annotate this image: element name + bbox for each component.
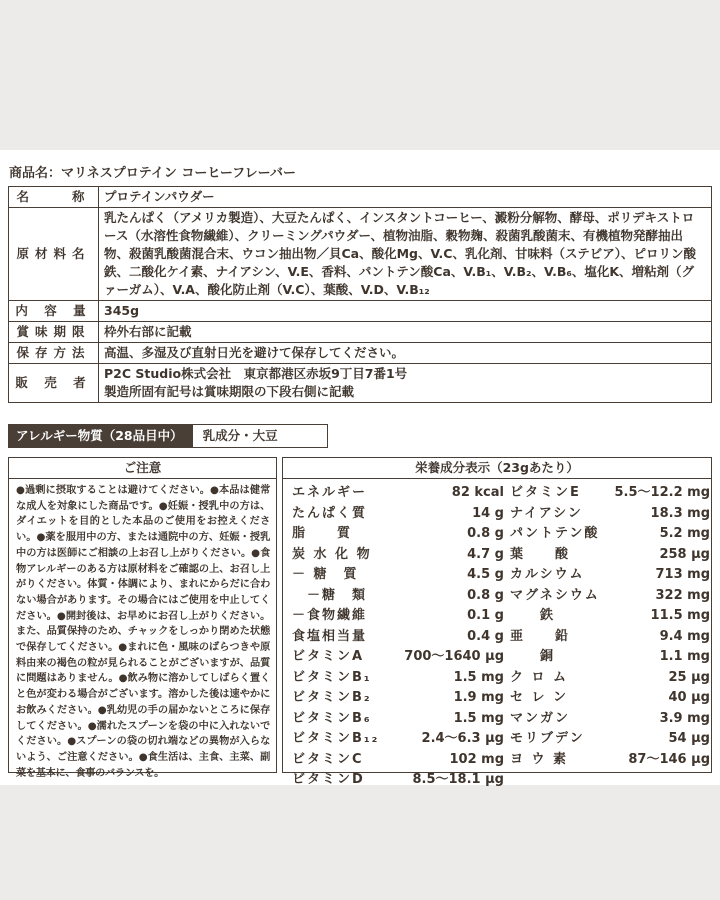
nutrition-row [292,545,504,566]
nutrition-row [292,524,504,545]
nutrition-row [292,729,504,750]
nutrition-row [510,627,710,648]
nutrient-value: 3.9 mg [659,710,710,726]
spec-value: プロテインパウダー [99,187,712,208]
nutrition-columns [283,479,711,791]
nutrient-name: ビタミンB₆ [292,710,372,726]
nutrient-name: ク ロ ム [510,669,569,685]
nutrient-value: 1.5 mg [453,710,504,726]
nutrient-name: たんぱく質 [292,505,368,521]
nutrition-row [510,606,710,627]
nutrient-name: －食物繊維 [292,608,368,623]
spec-row-volume [9,301,712,322]
spec-label: 原材料名 [9,208,99,301]
nutrient-name: －糖 類 [292,587,368,603]
nutrition-row [292,750,504,771]
nutrient-name: マンガン [510,710,571,726]
spec-row-seller [9,364,712,403]
nutrition-row [292,688,504,709]
nutrition-title: 栄養成分表示（23gあたり） [283,458,711,479]
nutrient-value: 82 kcal [451,485,504,500]
nutrition-row [292,606,504,627]
label-sheet [0,150,720,785]
nutrition-row [510,545,710,566]
nutrient-value: 40 μg [668,690,710,705]
nutrition-row [292,565,504,586]
nutrient-value: 5.5～12.2 mg [614,485,710,500]
allergy-items: 乳成分・大豆 [202,428,278,443]
nutrient-value: 1.5 mg [453,669,504,685]
nutrition-row [292,709,504,730]
nutrient-value: 322 mg [655,587,710,603]
nutrient-value: 700～1640 μg [404,649,504,664]
nutrient-value: 102 mg [449,751,504,767]
nutrient-name: ビタミンB₁ [292,669,372,685]
nutrient-name: 銅 [510,649,556,664]
nutrition-row [510,647,710,668]
spec-label: 名 称 [9,187,99,208]
nutrient-name: 葉 酸 [510,546,571,562]
nutrition-row [510,668,710,689]
nutrition-row [292,668,504,689]
spec-table [8,186,712,403]
nutrition-row [510,729,710,750]
spec-row-name [9,187,712,208]
nutrient-name: カルシウム [510,567,585,582]
nutrition-row [510,524,710,545]
nutrient-name: ビタミンB₂ [292,690,372,705]
nutrient-value: 4.7 g [467,546,504,562]
spec-label: 保存方法 [9,343,99,364]
nutrition-row [510,750,710,771]
spec-row-expiry [9,322,712,343]
nutrient-name: セ レ ン [510,690,569,705]
nutrition-row [292,483,504,504]
seller-address: P2C Studio株式会社 東京都港区赤坂9丁目7番1号 [104,366,408,381]
nutrient-name: ビタミンA [292,649,365,664]
nutrition-row [292,586,504,607]
nutrition-row [292,504,504,525]
nutrient-value: 5.2 mg [659,526,710,541]
nutrition-row [510,483,710,504]
nutrient-value: 11.5 mg [650,608,710,623]
spec-row-ingredients [9,208,712,301]
caution-text: ●過剰に摂取することは避けてください。●本品は健常な成人を対象にした商品です。●妊娠・授乳中の方は、ダイエットを目的とした本品のご使用をお控えください。●薬を服用中の方、または通院中の方、妊娠・授乳中の方は医師にご相談の上お召し上がりください。●食物アレルギーのある方は原材料をご確認の上、お召し上がりください。体質・体調により、まれにからだに合わない場合があります。その場合にはご使用を中止してください。●開封後は、お早めにお召し上がりください。また、品質保持のため、チャックをしっかり閉めた状態で保存してください。●まれに色・風味のばらつきや原料由来の褐色の粒が見られることがございますが、品質に問題はありません。●飲み物に溶かしてしばらく置くと色が変わる場合がございます。溶かした後は速やかにお飲みください。●乳幼児の手の届かないところに保存してください。●濡れたスプーンを袋の中に入れないでください。●スプーンの袋の切れ端などの異物が入らないよう、ご注意ください。●食生活は、主食、主菜、副菜を基本に、食事のバランスを。 [16,485,270,779]
nutrient-name: 脂 質 [292,526,353,541]
nutrition-column-left [283,483,504,791]
nutrient-name: ビタミンD [292,772,365,787]
nutrient-value: 258 μg [659,546,710,562]
nutrient-value: 0.8 g [467,587,504,603]
spec-value: 345g [99,301,712,322]
nutrition-row [510,565,710,586]
allergy-tag: アレルギー物質（28品目中） [9,425,193,447]
allergy-box [8,424,328,448]
nutrient-name: 食塩相当量 [292,628,368,644]
nutrition-row [510,586,710,607]
nutrient-name: － 糖 質 [292,567,359,582]
spec-label: 販 売 者 [9,364,99,403]
nutrient-name: ビタミンC [292,751,364,767]
spec-value [99,364,712,403]
nutrition-row [292,770,504,791]
nutrient-name: モリブデン [510,731,585,746]
nutrient-name: 亜 鉛 [510,628,571,644]
nutrient-name: マグネシウム [510,587,600,603]
spec-value: 乳たんぱく（アメリカ製造）、大豆たんぱく、インスタントコーヒー、澱粉分解物、酵母、ポリデキストロース（水溶性食物繊維）、クリーミングパウダー、植物油脂、穀物麹、殺菌乳酸菌末、有機植物発酵抽出物、殺菌乳酸菌混合末、ウコン抽出物／貝Ca、酸化Mg、V.C、乳化剤、甘味料（ステビア）、ピロリン酸鉄、二酸化ケイ素、ナイアシン、V.E、香料、パントテン酸Ca、V.B₁、V.B₂、V.B₆、塩化K、増粘剤（グァーガム）、V.A、酸化防止剤（V.C）、葉酸、V.D、V.B₁₂ [99,208,712,301]
nutrient-value: 25 μg [668,669,710,685]
spec-row-storage [9,343,712,364]
nutrient-value: 4.5 g [467,567,504,582]
nutrient-name: エネルギー [292,485,368,500]
nutrient-value: 0.1 g [467,608,504,623]
nutrition-row [510,504,710,525]
nutrient-value: 54 μg [668,731,710,746]
spec-label: 内 容 量 [9,301,99,322]
nutrition-column-right [504,483,710,791]
nutrient-name: ヨ ウ 素 [510,751,569,767]
nutrient-value: 1.9 mg [453,690,504,705]
nutrient-value: 0.4 g [467,628,504,644]
product-name: 商品名：マリネスプロテイン コーヒーフレーバー [9,166,297,181]
nutrient-value: 2.4～6.3 μg [421,731,504,746]
nutrient-name: パントテン酸 [510,526,600,541]
nutrition-row [510,709,710,730]
caution-box [8,457,277,779]
nutrient-value: 8.5～18.1 μg [412,772,504,787]
nutrient-value: 87～146 μg [628,751,710,767]
nutrient-name: ビタミンE [510,485,581,500]
nutrient-value: 14 g [472,505,504,521]
spec-value: 高温、多湿及び直射日光を避けて保存してください。 [99,343,712,364]
nutrient-value: 1.1 mg [659,649,710,664]
nutrient-name: 鉄 [510,608,556,623]
nutrient-value: 9.4 mg [659,628,710,644]
nutrient-value: 0.8 g [467,526,504,541]
nutrient-value: 18.3 mg [650,505,710,521]
manufacturer-code-note: 製造所固有記号は賞味期限の下段右側に記載 [104,384,355,399]
spec-label: 賞味期限 [9,322,99,343]
nutrition-row [292,647,504,668]
nutrient-value: 713 mg [655,567,710,582]
caution-title: ご注意 [9,458,276,479]
nutrition-row [292,627,504,648]
nutrition-row [510,688,710,709]
nutrient-name: 炭 水 化 物 [292,546,372,562]
spec-value: 枠外右部に記載 [99,322,712,343]
nutrient-name: ビタミンB₁₂ [292,731,380,746]
nutrient-name: ナイアシン [510,505,583,521]
nutrition-box [282,457,712,787]
